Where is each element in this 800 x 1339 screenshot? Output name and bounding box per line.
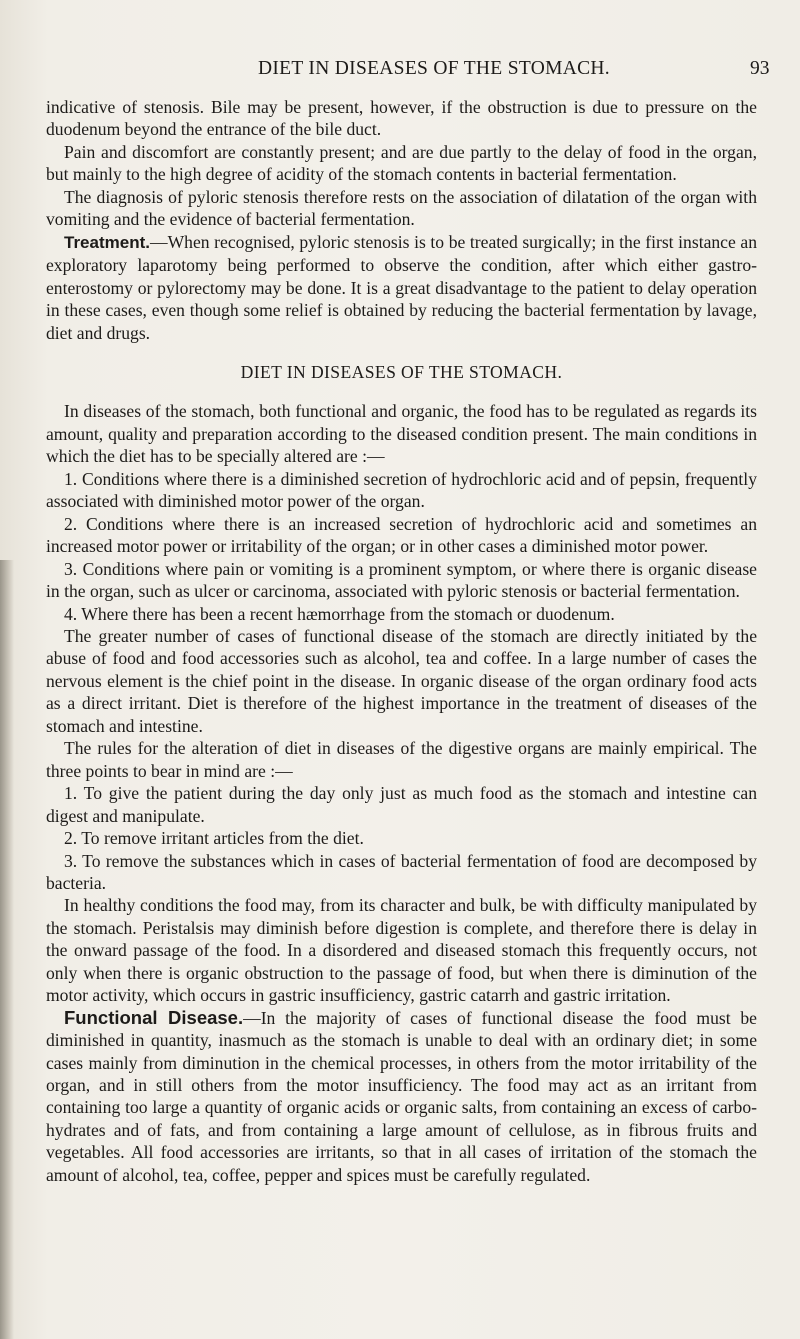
list-item: 3. Conditions where pain or vomiting is a prominent symptom, or where there is organic disease in the organ, such as ulcer or carcinoma, associated with pyloric stenosis or bacterial fermentation. xyxy=(46,558,757,602)
list-item: 2. Conditions where there is an increased secretion of hydrochloric acid and sometimes an increased motor power or irritability of the organ; or in other cases a diminished motor power. xyxy=(46,513,757,557)
paragraph: In diseases of the stomach, both functional and organic, the food has to be regulated as regards its amount, quality and preparation according to the diseased condition present. The main conditions in which the diet has to be specially altered are :— xyxy=(46,401,757,467)
paragraph: Pain and discomfort are constantly present; and are due partly to the delay of food in the organ, but mainly to the high degree of acidity of the stomach contents in bacterial fermentation. xyxy=(46,141,757,185)
paragraph xyxy=(46,1007,757,1187)
functional-disease-text: —In the majority of cases of functional disease the food must be diminished in quantity, inasmuch as the stomach is unable to deal with an ordinary diet; in some cases mainly from diminution in the chemical processes, in others from the motor irritability of the organ, and in still others from the motor insufficiency. The food may act as an irritant from containing too large a quantity of organic acids or organic salts, from containing an excess of carbo-hydrates and of fats, and from containing a large amount of cellulose, as in fibrous fruits and vegetables. All food accessories are irritants, so that in all cases of irritation of the stomach the amount of alcohol, tea, coffee, pepper and spices must be carefully regulated. xyxy=(46,1007,757,1185)
treatment-text: —When recognised, pyloric stenosis is to be treated surgically; in the first instance an exploratory laparotomy being performed to observe the condition, after which either gastro-enterostomy or pylorectomy may be done. It is a great disadvantage to the patient to delay operation in these cases, even though some relief is obtained by reducing the bacterial fermentation by lavage, diet and drugs. xyxy=(46,231,757,343)
page-number: 93 xyxy=(750,58,770,79)
binding-shadow xyxy=(0,560,14,1339)
page-header xyxy=(0,58,800,88)
list-item: 1. Conditions where there is a diminished secretion of hydrochloric acid and of pepsin, frequently associated with diminished motor power of the organ. xyxy=(46,468,757,512)
list-item: 4. Where there has been a recent hæmorrhage from the stomach or duodenum. xyxy=(64,603,615,624)
list-item: 2. To remove irritant articles from the diet. xyxy=(64,828,364,849)
paragraph: The diagnosis of pyloric stenosis therefore rests on the association of dilatation of the organ with vomiting and the evidence of bacterial fermentation. xyxy=(46,186,757,230)
body-text xyxy=(46,96,757,1186)
paragraph: indicative of stenosis. Bile may be present, however, if the obstruction is due to pressure on the duodenum beyond the entrance of the bile duct. xyxy=(46,97,757,140)
list-item: 3. To remove the substances which in cases of bacterial fermentation of food are decomposed by bacteria. xyxy=(46,850,757,893)
paragraph: The rules for the alteration of diet in diseases of the digestive organs are mainly empirical. The three points to bear in mind are :— xyxy=(46,738,757,781)
paragraph: In healthy conditions the food may, from its character and bulk, be with difficulty manipulated by the stomach. Peristalsis may diminish before digestion is complete, and therefore there is delay in the onward passage of the food. In a disordered and diseased stomach this frequently occurs, not only when there is organic obstruction to the passage of food, but when there is diminution of the motor activity, which occurs in gastric insufficiency, gastric catarrh and gastric irritation. xyxy=(46,895,757,1006)
paragraph: The greater number of cases of functional disease of the stomach are directly initiated by the abuse of food and food accessories such as alcohol, tea and coffee. In a large number of cases the nervous element is the chief point in the disease. In organic disease of the organ ordinary food acts as a direct irritant. Diet is therefore of the highest importance in the treatment of diseases of the stomach and intestine. xyxy=(46,625,757,736)
list-item: 1. To give the patient during the day only just as much food as the stomach and intestine can digest and manipulate. xyxy=(46,783,757,826)
section-heading: DIET IN DISEASES OF THE STOMACH. xyxy=(240,361,563,382)
treatment-label: Treatment. xyxy=(64,232,150,252)
functional-disease-label: Functional Disease. xyxy=(64,1006,244,1028)
paragraph xyxy=(46,231,757,344)
running-head: DIET IN DISEASES OF THE STOMACH. xyxy=(258,58,610,79)
